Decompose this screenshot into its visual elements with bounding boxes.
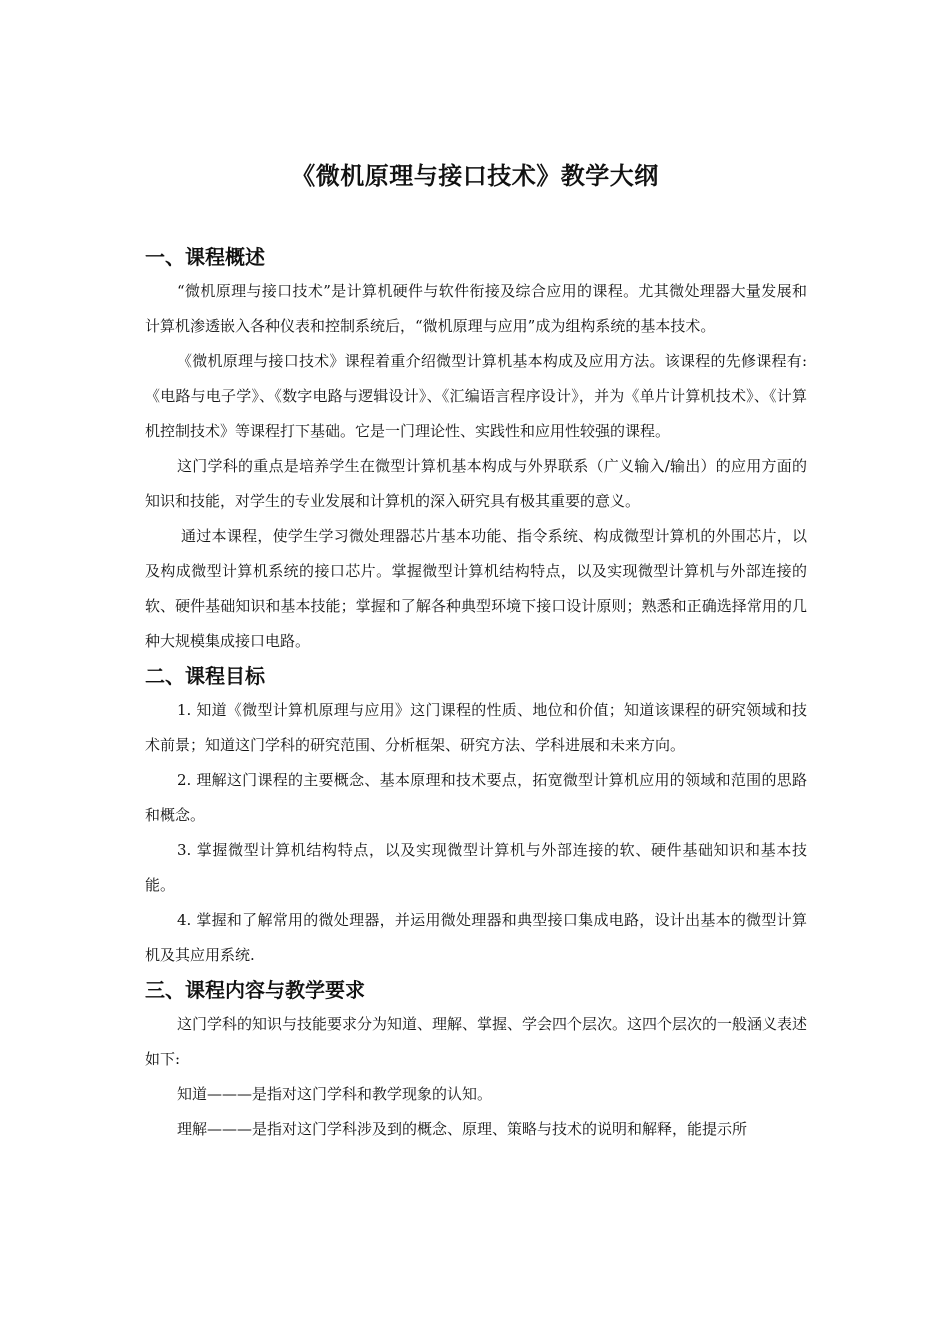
paragraph: 1. 知道《微型计算机原理与应用》这门课程的性质、地位和价值；知道该课程的研究领域和技术前景；知道这门学科的研究范围、分析框架、研究方法、学科进展和未来方向。 xyxy=(145,701,807,754)
section-heading: 一、课程概述 xyxy=(145,245,265,269)
paragraph: 知道———是指对这门学科和教学现象的认知。 xyxy=(177,1085,493,1103)
paragraph: 这门学科的重点是培养学生在微型计算机基本构成与外界联系（广义输入/输出）的应用方面的知识和技能，对学生的专业发展和计算机的深入研究具有极其重要的意义。 xyxy=(145,457,807,510)
paragraph: 4. 掌握和了解常用的微处理器，并运用微处理器和典型接口集成电路，设计出基本的微型计算机及其应用系统. xyxy=(145,911,807,964)
section-heading: 二、课程目标 xyxy=(145,664,265,688)
paragraph: 通过本课程，使学生学习微处理器芯片基本功能、指令系统、构成微型计算机的外围芯片，以及构成微型计算机系统的接口芯片。掌握微型计算机结构特点，以及实现微型计算机与外部连接的软、硬件基础知识和基本技能；掌握和了解各种典型环境下接口设计原则；熟悉和正确选择常用的几种大规模集成接口电路。 xyxy=(145,527,807,650)
paragraph: 理解———是指对这门学科涉及到的概念、原理、策略与技术的说明和解释，能提示所 xyxy=(177,1120,748,1138)
paragraph: 这门学科的知识与技能要求分为知道、理解、掌握、学会四个层次。这四个层次的一般涵义表述如下: xyxy=(145,1015,808,1068)
paragraph: 《微机原理与接口技术》课程着重介绍微型计算机基本构成及应用方法。该课程的先修课程有:《电路与电子学》、《数字电路与逻辑设计》、《汇编语言程序设计》，并为《单片计算机技术》、《计算机控制技术》等课程打下基础。它是一门理论性、实践性和应用性较强的课程。 xyxy=(145,352,807,440)
section-heading: 三、课程内容与教学要求 xyxy=(145,978,365,1002)
paragraph: “微机原理与接口技术”是计算机硬件与软件衔接及综合应用的课程。尤其微处理器大量发展和计算机渗透嵌入各种仪表和控制系统后，“微机原理与应用”成为组构系统的基本技术。 xyxy=(145,282,807,335)
section-course-overview xyxy=(145,240,807,659)
document-title: 《微机原理与接口技术》教学大纲 xyxy=(291,162,659,190)
paragraph: 3. 掌握微型计算机结构特点，以及实现微型计算机与外部连接的软、硬件基础知识和基本技能。 xyxy=(145,841,807,894)
section-course-content xyxy=(145,973,807,1147)
document-body xyxy=(145,240,807,1147)
section-course-goals xyxy=(145,659,807,973)
paragraph: 2. 理解这门课程的主要概念、基本原理和技术要点，拓宽微型计算机应用的领域和范围的思路和概念。 xyxy=(145,771,807,824)
